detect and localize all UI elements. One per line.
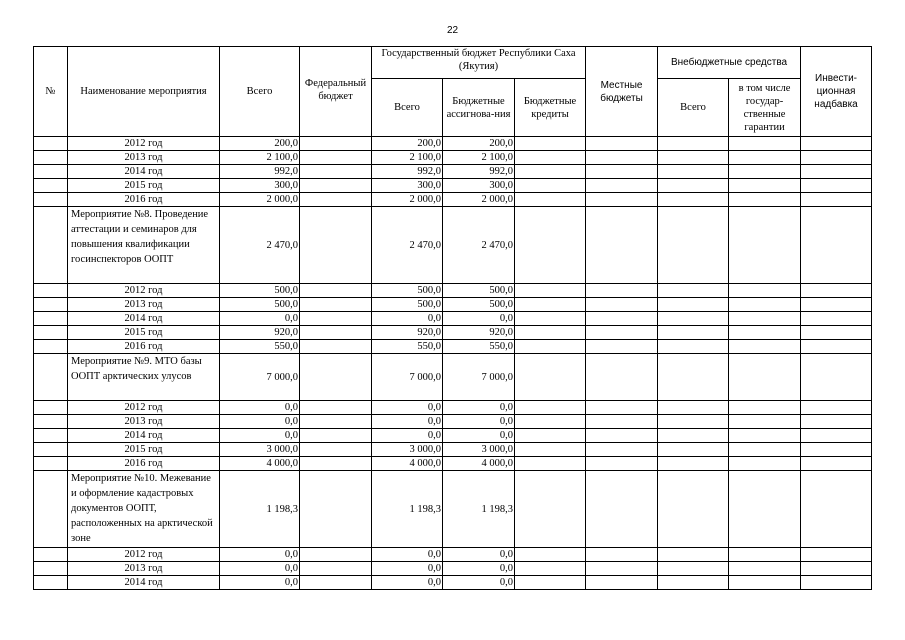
row-total-cell: 200,0 (220, 137, 300, 151)
row-extra-guarantee-cell (729, 137, 801, 151)
row-name-cell: 2014 год (68, 429, 220, 443)
row-extra-total-cell (658, 354, 729, 401)
row-state-allocations-cell: 550,0 (443, 340, 515, 354)
row-state-total-cell: 0,0 (372, 312, 443, 326)
row-local-cell (586, 326, 658, 340)
row-state-credits-cell (515, 457, 586, 471)
row-local-cell (586, 562, 658, 576)
row-investment-cell (801, 298, 872, 312)
header-state-allocations: Бюджетные ассигнова-ния (443, 79, 515, 137)
row-extra-guarantee-cell (729, 443, 801, 457)
row-total-cell: 0,0 (220, 312, 300, 326)
row-state-credits-cell (515, 354, 586, 401)
row-investment-cell (801, 207, 872, 284)
row-total-cell: 0,0 (220, 415, 300, 429)
year-row (34, 151, 872, 165)
page-number: 22 (446, 25, 459, 36)
row-number-cell (34, 326, 68, 340)
row-investment-cell (801, 415, 872, 429)
row-local-cell (586, 165, 658, 179)
row-total-cell: 992,0 (220, 165, 300, 179)
row-extra-total-cell (658, 179, 729, 193)
row-number-cell (34, 340, 68, 354)
row-number-cell (34, 284, 68, 298)
row-state-total-cell: 500,0 (372, 298, 443, 312)
row-number-cell (34, 312, 68, 326)
row-federal-cell (300, 193, 372, 207)
event-row (34, 471, 872, 548)
year-row (34, 576, 872, 590)
row-state-allocations-cell: 3 000,0 (443, 443, 515, 457)
header-state-total: Всего (372, 79, 443, 137)
row-extra-guarantee-cell (729, 457, 801, 471)
row-total-cell: 500,0 (220, 298, 300, 312)
row-state-total-cell: 1 198,3 (372, 471, 443, 548)
year-row (34, 298, 872, 312)
year-row (34, 137, 872, 151)
row-total-cell: 0,0 (220, 576, 300, 590)
row-total-cell: 7 000,0 (220, 354, 300, 401)
row-investment-cell (801, 340, 872, 354)
row-extra-guarantee-cell (729, 207, 801, 284)
row-extra-total-cell (658, 312, 729, 326)
row-state-total-cell: 0,0 (372, 562, 443, 576)
row-state-credits-cell (515, 207, 586, 284)
row-state-credits-cell (515, 443, 586, 457)
row-state-allocations-cell: 992,0 (443, 165, 515, 179)
row-investment-cell (801, 284, 872, 298)
row-number-cell (34, 179, 68, 193)
row-state-allocations-cell: 0,0 (443, 562, 515, 576)
row-number-cell (34, 151, 68, 165)
row-number-cell (34, 401, 68, 415)
row-state-credits-cell (515, 284, 586, 298)
row-investment-cell (801, 137, 872, 151)
row-state-total-cell: 0,0 (372, 415, 443, 429)
year-row (34, 443, 872, 457)
row-federal-cell (300, 137, 372, 151)
header-name: Наименование мероприятия (68, 47, 220, 137)
header-state-credits: Бюджетные кредиты (515, 79, 586, 137)
header-extrabudget: Внебюджетные средства (658, 47, 801, 79)
row-extra-total-cell (658, 457, 729, 471)
row-state-allocations-cell: 300,0 (443, 179, 515, 193)
row-number-cell (34, 548, 68, 562)
row-local-cell (586, 548, 658, 562)
row-extra-guarantee-cell (729, 165, 801, 179)
row-state-total-cell: 7 000,0 (372, 354, 443, 401)
row-state-allocations-cell: 0,0 (443, 312, 515, 326)
row-extra-guarantee-cell (729, 415, 801, 429)
row-investment-cell (801, 354, 872, 401)
row-number-cell (34, 193, 68, 207)
row-state-credits-cell (515, 193, 586, 207)
year-row (34, 562, 872, 576)
table-header (34, 47, 872, 137)
row-number-cell (34, 429, 68, 443)
row-total-cell: 3 000,0 (220, 443, 300, 457)
row-extra-total-cell (658, 207, 729, 284)
row-extra-guarantee-cell (729, 401, 801, 415)
row-state-total-cell: 3 000,0 (372, 443, 443, 457)
row-local-cell (586, 284, 658, 298)
row-federal-cell (300, 354, 372, 401)
header-local: Местные бюджеты (586, 47, 658, 137)
row-state-total-cell: 300,0 (372, 179, 443, 193)
row-name-cell: 2013 год (68, 562, 220, 576)
row-federal-cell (300, 298, 372, 312)
row-state-allocations-cell: 0,0 (443, 429, 515, 443)
row-federal-cell (300, 415, 372, 429)
year-row (34, 401, 872, 415)
row-state-credits-cell (515, 312, 586, 326)
row-total-cell: 0,0 (220, 429, 300, 443)
row-investment-cell (801, 471, 872, 548)
row-federal-cell (300, 471, 372, 548)
row-state-allocations-cell: 4 000,0 (443, 457, 515, 471)
row-state-credits-cell (515, 401, 586, 415)
header-number: № (34, 47, 68, 137)
row-state-total-cell: 500,0 (372, 284, 443, 298)
row-state-total-cell: 2 470,0 (372, 207, 443, 284)
row-extra-guarantee-cell (729, 298, 801, 312)
row-state-credits-cell (515, 562, 586, 576)
row-state-credits-cell (515, 165, 586, 179)
row-number-cell (34, 354, 68, 401)
row-local-cell (586, 179, 658, 193)
header-extra-total: Всего (658, 79, 729, 137)
row-name-cell: 2013 год (68, 415, 220, 429)
row-total-cell: 2 100,0 (220, 151, 300, 165)
row-total-cell: 300,0 (220, 179, 300, 193)
row-number-cell (34, 137, 68, 151)
row-state-total-cell: 200,0 (372, 137, 443, 151)
year-row (34, 340, 872, 354)
row-extra-guarantee-cell (729, 354, 801, 401)
row-investment-cell (801, 326, 872, 340)
row-extra-guarantee-cell (729, 326, 801, 340)
row-name-cell: 2015 год (68, 326, 220, 340)
row-state-credits-cell (515, 471, 586, 548)
row-federal-cell (300, 151, 372, 165)
row-name-cell: 2013 год (68, 298, 220, 312)
row-local-cell (586, 340, 658, 354)
row-name-cell: Мероприятие №9. МТО базы ООПТ арктических улусов (68, 354, 220, 401)
row-local-cell (586, 354, 658, 401)
row-name-cell: 2014 год (68, 576, 220, 590)
row-total-cell: 1 198,3 (220, 471, 300, 548)
row-extra-guarantee-cell (729, 284, 801, 298)
row-state-credits-cell (515, 340, 586, 354)
row-name-cell: Мероприятие №8. Проведение аттестации и семинаров для повышения квалификации госинспекторов ООПТ (68, 207, 220, 284)
row-total-cell: 920,0 (220, 326, 300, 340)
row-extra-guarantee-cell (729, 312, 801, 326)
row-total-cell: 0,0 (220, 401, 300, 415)
row-total-cell: 500,0 (220, 284, 300, 298)
row-extra-total-cell (658, 401, 729, 415)
row-name-cell: 2016 год (68, 457, 220, 471)
row-extra-total-cell (658, 284, 729, 298)
row-investment-cell (801, 312, 872, 326)
row-investment-cell (801, 548, 872, 562)
row-state-allocations-cell: 500,0 (443, 298, 515, 312)
row-local-cell (586, 457, 658, 471)
row-state-total-cell: 0,0 (372, 576, 443, 590)
row-federal-cell (300, 548, 372, 562)
row-extra-guarantee-cell (729, 151, 801, 165)
row-local-cell (586, 401, 658, 415)
row-federal-cell (300, 179, 372, 193)
row-local-cell (586, 193, 658, 207)
row-state-total-cell: 2 000,0 (372, 193, 443, 207)
row-number-cell (34, 443, 68, 457)
year-row (34, 415, 872, 429)
row-local-cell (586, 429, 658, 443)
row-state-credits-cell (515, 179, 586, 193)
header-total: Всего (220, 47, 300, 137)
row-extra-total-cell (658, 471, 729, 548)
header-federal: Федеральный бюджет (300, 47, 372, 137)
row-local-cell (586, 471, 658, 548)
row-extra-total-cell (658, 298, 729, 312)
row-federal-cell (300, 312, 372, 326)
row-extra-total-cell (658, 429, 729, 443)
row-number-cell (34, 576, 68, 590)
row-investment-cell (801, 151, 872, 165)
row-state-total-cell: 550,0 (372, 340, 443, 354)
row-extra-total-cell (658, 548, 729, 562)
row-state-allocations-cell: 0,0 (443, 415, 515, 429)
row-state-total-cell: 920,0 (372, 326, 443, 340)
row-number-cell (34, 298, 68, 312)
row-state-total-cell: 0,0 (372, 429, 443, 443)
row-total-cell: 0,0 (220, 548, 300, 562)
row-extra-total-cell (658, 562, 729, 576)
row-extra-guarantee-cell (729, 193, 801, 207)
row-investment-cell (801, 562, 872, 576)
event-row (34, 207, 872, 284)
row-extra-total-cell (658, 443, 729, 457)
year-row (34, 165, 872, 179)
row-federal-cell (300, 429, 372, 443)
row-investment-cell (801, 443, 872, 457)
row-local-cell (586, 443, 658, 457)
year-row (34, 326, 872, 340)
row-state-allocations-cell: 1 198,3 (443, 471, 515, 548)
row-state-allocations-cell: 7 000,0 (443, 354, 515, 401)
row-name-cell: 2012 год (68, 284, 220, 298)
year-row (34, 193, 872, 207)
row-total-cell: 0,0 (220, 562, 300, 576)
row-name-cell: 2016 год (68, 193, 220, 207)
row-investment-cell (801, 457, 872, 471)
year-row (34, 548, 872, 562)
row-state-allocations-cell: 2 100,0 (443, 151, 515, 165)
row-state-credits-cell (515, 548, 586, 562)
row-extra-guarantee-cell (729, 179, 801, 193)
row-federal-cell (300, 326, 372, 340)
row-number-cell (34, 415, 68, 429)
row-federal-cell (300, 576, 372, 590)
row-state-allocations-cell: 2 470,0 (443, 207, 515, 284)
row-local-cell (586, 312, 658, 326)
row-state-credits-cell (515, 415, 586, 429)
row-state-allocations-cell: 200,0 (443, 137, 515, 151)
row-investment-cell (801, 179, 872, 193)
row-total-cell: 2 470,0 (220, 207, 300, 284)
row-number-cell (34, 457, 68, 471)
year-row (34, 312, 872, 326)
row-state-total-cell: 0,0 (372, 548, 443, 562)
row-extra-total-cell (658, 576, 729, 590)
header-investment: Инвести-ционная надбавка (801, 47, 872, 137)
row-total-cell: 550,0 (220, 340, 300, 354)
year-row (34, 429, 872, 443)
row-extra-guarantee-cell (729, 562, 801, 576)
row-state-allocations-cell: 0,0 (443, 576, 515, 590)
row-extra-total-cell (658, 165, 729, 179)
row-state-allocations-cell: 0,0 (443, 548, 515, 562)
row-state-credits-cell (515, 151, 586, 165)
row-state-allocations-cell: 2 000,0 (443, 193, 515, 207)
row-state-allocations-cell: 0,0 (443, 401, 515, 415)
row-local-cell (586, 151, 658, 165)
row-investment-cell (801, 401, 872, 415)
event-row (34, 354, 872, 401)
row-name-cell: 2012 год (68, 137, 220, 151)
row-state-credits-cell (515, 429, 586, 443)
row-extra-total-cell (658, 151, 729, 165)
row-local-cell (586, 415, 658, 429)
row-number-cell (34, 207, 68, 284)
row-state-allocations-cell: 920,0 (443, 326, 515, 340)
row-state-total-cell: 4 000,0 (372, 457, 443, 471)
row-state-total-cell: 992,0 (372, 165, 443, 179)
row-number-cell (34, 562, 68, 576)
budget-table (33, 46, 872, 590)
row-local-cell (586, 207, 658, 284)
row-extra-total-cell (658, 326, 729, 340)
row-investment-cell (801, 193, 872, 207)
row-extra-guarantee-cell (729, 548, 801, 562)
header-state-budget: Государственный бюджет Республики Саха (Якутия) (372, 47, 586, 79)
row-state-credits-cell (515, 298, 586, 312)
year-row (34, 179, 872, 193)
row-state-credits-cell (515, 137, 586, 151)
row-extra-guarantee-cell (729, 429, 801, 443)
row-state-total-cell: 2 100,0 (372, 151, 443, 165)
row-state-credits-cell (515, 576, 586, 590)
row-local-cell (586, 576, 658, 590)
row-federal-cell (300, 340, 372, 354)
year-row (34, 284, 872, 298)
row-federal-cell (300, 401, 372, 415)
row-name-cell: 2015 год (68, 443, 220, 457)
row-local-cell (586, 137, 658, 151)
row-state-credits-cell (515, 326, 586, 340)
row-name-cell: 2012 год (68, 401, 220, 415)
row-federal-cell (300, 207, 372, 284)
row-name-cell: 2015 год (68, 179, 220, 193)
row-name-cell: 2016 год (68, 340, 220, 354)
row-total-cell: 2 000,0 (220, 193, 300, 207)
year-row (34, 457, 872, 471)
row-name-cell: 2013 год (68, 151, 220, 165)
row-investment-cell (801, 429, 872, 443)
row-investment-cell (801, 576, 872, 590)
row-federal-cell (300, 562, 372, 576)
row-state-allocations-cell: 500,0 (443, 284, 515, 298)
row-extra-guarantee-cell (729, 471, 801, 548)
row-federal-cell (300, 443, 372, 457)
row-extra-total-cell (658, 137, 729, 151)
row-extra-guarantee-cell (729, 576, 801, 590)
row-investment-cell (801, 165, 872, 179)
row-name-cell: 2012 год (68, 548, 220, 562)
row-federal-cell (300, 165, 372, 179)
row-extra-guarantee-cell (729, 340, 801, 354)
row-extra-total-cell (658, 415, 729, 429)
row-number-cell (34, 165, 68, 179)
row-number-cell (34, 471, 68, 548)
row-local-cell (586, 298, 658, 312)
row-state-total-cell: 0,0 (372, 401, 443, 415)
row-federal-cell (300, 457, 372, 471)
row-federal-cell (300, 284, 372, 298)
row-extra-total-cell (658, 340, 729, 354)
row-extra-total-cell (658, 193, 729, 207)
row-name-cell: Мероприятие №10. Межевание и оформление кадастровых документов ООПТ, расположенных на арктической зоне (68, 471, 220, 548)
row-name-cell: 2014 год (68, 165, 220, 179)
row-name-cell: 2014 год (68, 312, 220, 326)
header-extra-guarantee: в том числе государ-ственные гарантии (729, 79, 801, 137)
table-body (34, 137, 872, 590)
row-total-cell: 4 000,0 (220, 457, 300, 471)
